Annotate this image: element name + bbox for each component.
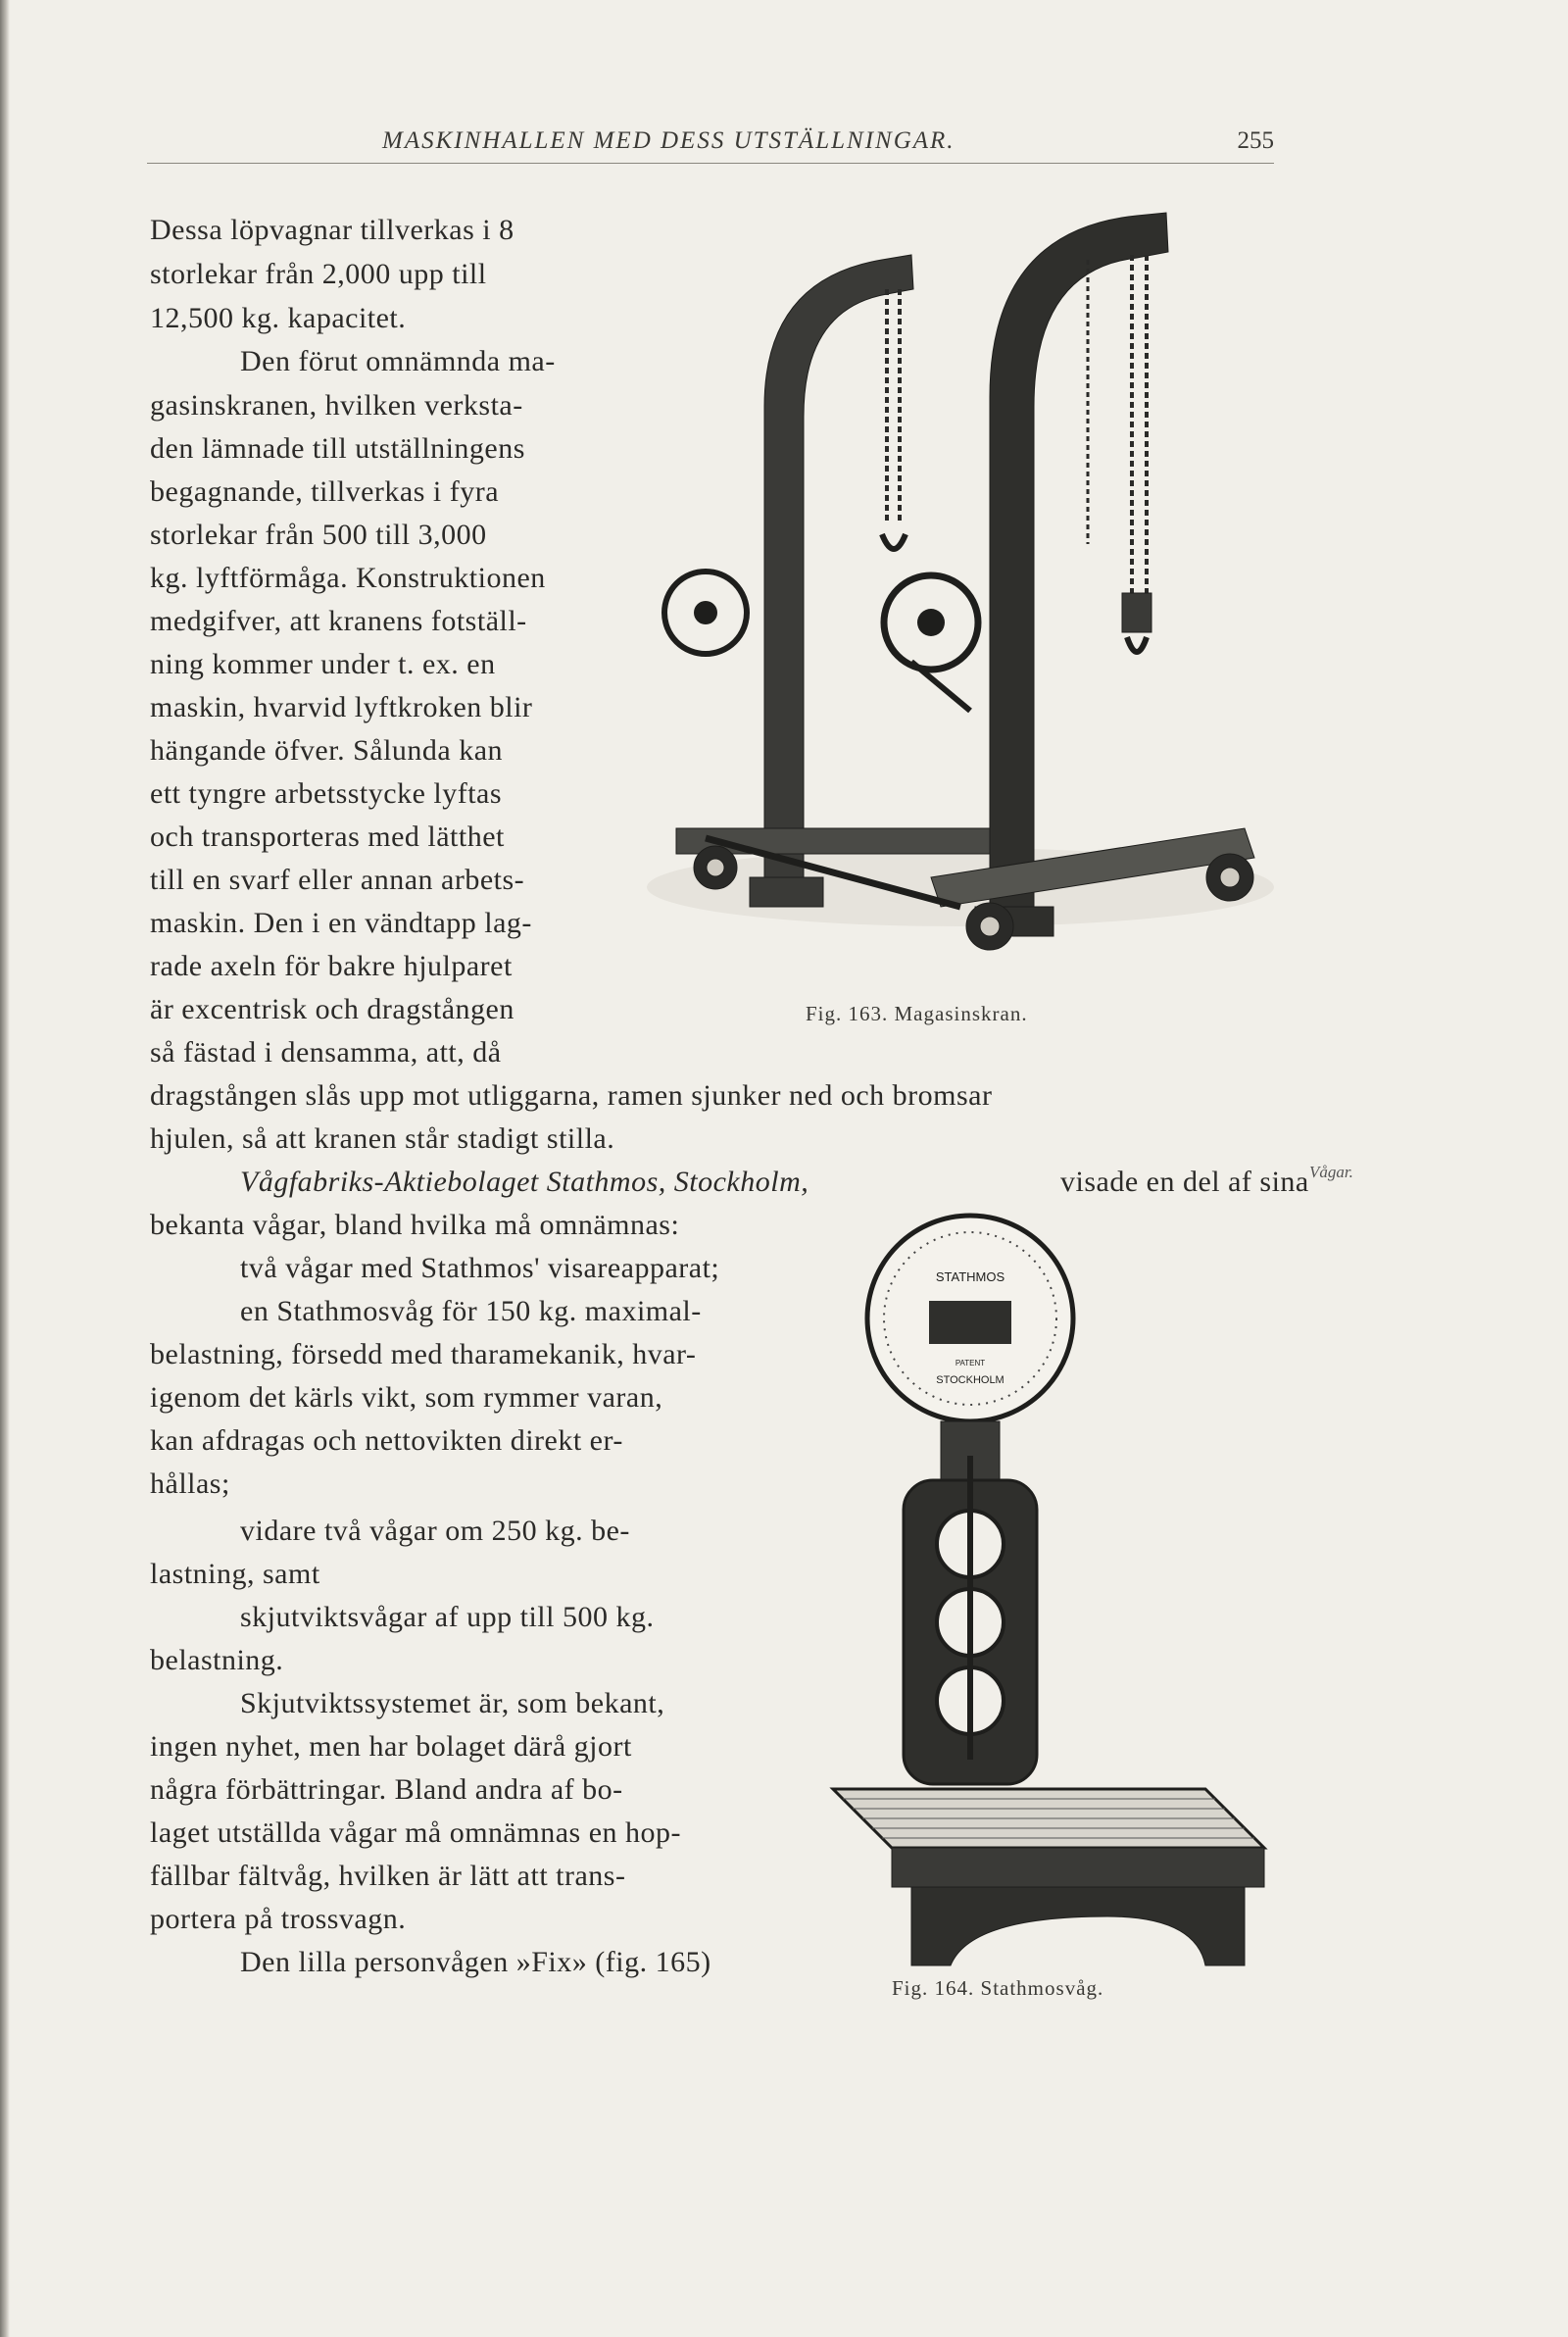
text-line-1: Dessa löpvagnar tillverkas i 8 xyxy=(150,214,514,246)
margin-note: Vågar. xyxy=(1309,1163,1353,1181)
text-line-5: gasinskranen, hvilken verksta- xyxy=(150,389,523,422)
text-line-15: och transporteras med lätthet xyxy=(150,820,505,853)
text-line-27: belastning, försedd med tharamekanik, hvar- xyxy=(150,1338,697,1370)
figure-163-caption: Fig. 163. Magasinskran. xyxy=(806,1002,1028,1025)
text-line-32: lastning, samt xyxy=(150,1558,320,1590)
text-line-37: några förbättringar. Bland andra af bo- xyxy=(150,1773,623,1806)
dial-brand-label: STATHMOS xyxy=(935,1269,1005,1284)
text-line-17: maskin. Den i en vändtapp lag- xyxy=(150,907,532,939)
text-line-8: storlekar från 500 till 3,000 xyxy=(150,519,487,551)
text-line-31: vidare två vågar om 250 kg. be- xyxy=(240,1515,630,1547)
text-line-3: 12,500 kg. kapacitet. xyxy=(150,302,407,334)
text-line-35: Skjutviktssystemet är, som bekant, xyxy=(240,1687,665,1719)
running-header xyxy=(147,124,1274,164)
page-edge xyxy=(0,0,10,2337)
text-line-22: hjulen, så att kranen står stadigt stilla. xyxy=(150,1122,615,1155)
text-line-13: hängande öfver. Sålunda kan xyxy=(150,734,504,767)
text-line-4: Den förut omnämnda ma- xyxy=(240,345,556,377)
text-line-6: den lämnade till utställningens xyxy=(150,432,525,465)
text-line-19: är excentrisk och dragstången xyxy=(150,993,514,1025)
text-line-40: portera på trossvagn. xyxy=(150,1903,407,1935)
text-line-18: rade axeln för bakre hjulparet xyxy=(150,950,513,982)
text-line-23: Vågfabriks-Aktiebolaget Stathmos, Stockholm, xyxy=(240,1166,809,1198)
text-line-9: kg. lyftförmåga. Konstruktionen xyxy=(150,562,546,594)
text-line-33: skjutviktsvågar af upp till 500 kg. xyxy=(240,1601,655,1633)
text-line-34: belastning. xyxy=(150,1644,284,1676)
text-line-24: bekanta vågar, bland hvilka må omnämnas: xyxy=(150,1209,680,1241)
text-line-36: ingen nyhet, men har bolaget därå gjort xyxy=(150,1730,632,1763)
text-line-23b: visade en del af sina xyxy=(1060,1166,1309,1198)
text-line-10: medgifver, att kranens fotställ- xyxy=(150,605,527,637)
text-line-20: så fästad i densamma, att, då xyxy=(150,1036,502,1069)
text-line-29: kan afdragas och nettovikten direkt er- xyxy=(150,1424,623,1457)
text-line-7: begagnande, tillverkas i fyra xyxy=(150,475,500,508)
text-line-28: igenom det kärls vikt, som rymmer varan, xyxy=(150,1381,663,1414)
text-line-14: ett tyngre arbetsstycke lyftas xyxy=(150,777,503,810)
text-line-38: laget utställda vågar må omnämnas en hop- xyxy=(150,1816,681,1849)
scale-illustration xyxy=(813,1211,1274,1975)
text-line-30: hållas; xyxy=(150,1467,230,1500)
text-line-12: maskin, hvarvid lyftkroken blir xyxy=(150,691,533,723)
running-title: MASKINHALLEN MED DESS UTSTÄLLNINGAR. xyxy=(382,127,956,154)
dial-patent-label: PATENT xyxy=(955,1359,986,1367)
text-line-39: fällbar fältvåg, hvilken är lätt att trans- xyxy=(150,1860,626,1892)
text-line-26: en Stathmosvåg för 150 kg. maximal- xyxy=(240,1295,702,1327)
text-line-2: storlekar från 2,000 upp till xyxy=(150,258,487,290)
text-line-21: dragstången slås upp mot utliggarna, ramen sjunker ned och bromsar xyxy=(150,1079,993,1112)
text-line-25: två vågar med Stathmos' visareapparat; xyxy=(240,1252,720,1284)
text-line-11: ning kommer under t. ex. en xyxy=(150,648,496,680)
figure-164-caption: Fig. 164. Stathmosvåg. xyxy=(892,1976,1104,2000)
dial-maker-label: STOCKHOLM xyxy=(936,1374,1004,1386)
crane-illustration xyxy=(637,201,1274,966)
page-number: 255 xyxy=(1237,127,1274,154)
text-line-41: Den lilla personvågen »Fix» (fig. 165) xyxy=(240,1946,711,1978)
text-line-16: till en svarf eller annan arbets- xyxy=(150,864,525,896)
